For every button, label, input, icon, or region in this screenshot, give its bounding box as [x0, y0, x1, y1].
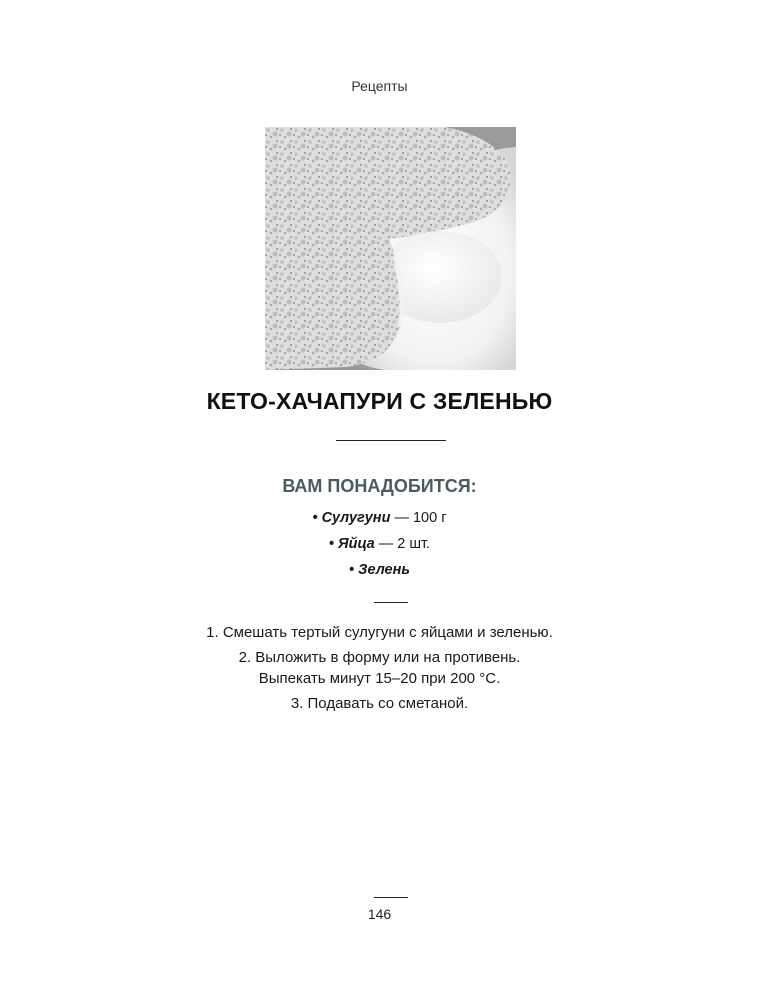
running-head: Рецепты	[351, 78, 408, 94]
title-divider	[336, 440, 446, 441]
step-item	[0, 693, 759, 714]
ingredients-list	[0, 508, 759, 586]
step-item	[0, 622, 759, 643]
ingredients-heading: ВАМ ПОНАДОБИТСЯ:	[282, 476, 477, 496]
step-text: 3. Подавать со сметаной.	[290, 695, 469, 712]
step-text: 2. Выложить в форму или на противень.	[238, 649, 521, 666]
ingredient-item	[0, 560, 759, 586]
khachapuri-photo	[265, 127, 516, 370]
step-item	[0, 647, 759, 689]
ingredient-name: Зелень	[358, 562, 410, 578]
ingredient-bullet: •	[312, 510, 322, 526]
ingredient-amount: — 2 шт.	[374, 536, 431, 552]
footer-divider	[374, 897, 408, 898]
ingredient-name: Сулугуни	[321, 510, 391, 526]
ingredient-amount: — 100 г	[390, 510, 447, 526]
ingredient-item	[0, 534, 759, 560]
page-number: 146	[367, 906, 392, 922]
step-text-continued: Выпекать минут 15–20 при 200 °С.	[258, 670, 501, 687]
recipe-title: КЕТО-ХАЧАПУРИ С ЗЕЛЕНЬЮ	[206, 388, 553, 414]
section-divider	[374, 602, 408, 603]
ingredient-item	[0, 508, 759, 534]
ingredient-name: Яйца	[338, 536, 375, 552]
ingredient-bullet: •	[328, 536, 339, 552]
steps-list	[0, 622, 759, 718]
ingredient-bullet: •	[349, 562, 359, 578]
step-text: 1. Смешать тертый сулугуни с яйцами и зеленью.	[206, 624, 553, 641]
